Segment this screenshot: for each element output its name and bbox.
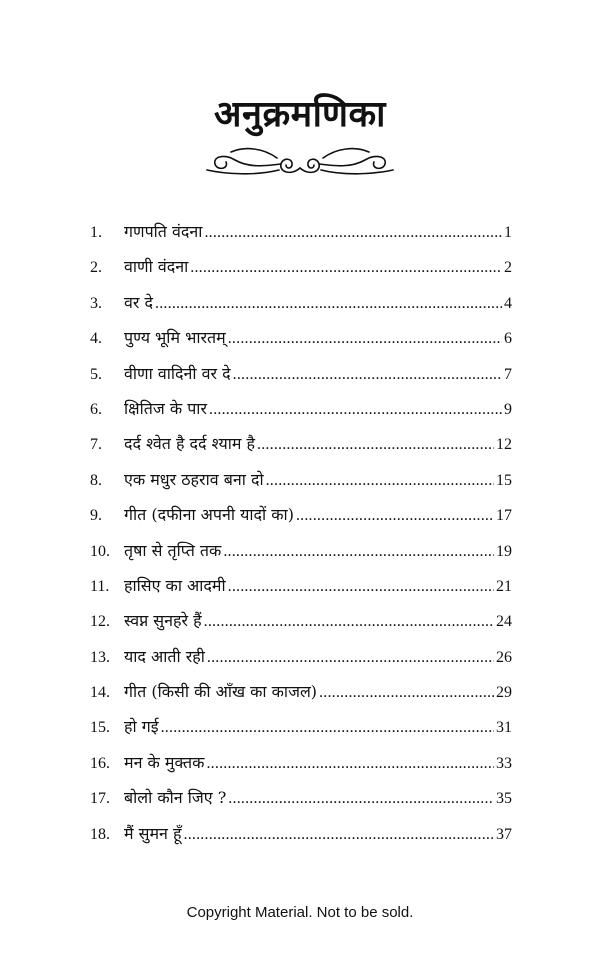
toc-entry-page-number: 2 [504, 259, 512, 277]
toc-entry-number: 6. [90, 400, 102, 418]
toc-entry-title: गीत (दफीना अपनी यादों का) [124, 505, 294, 525]
toc-entry [90, 568, 512, 603]
toc-entry-number: 16. [90, 754, 110, 772]
toc-entry [90, 709, 512, 744]
page-title: अनुक्रमणिका [214, 93, 386, 135]
decorative-flourish-icon [205, 140, 395, 180]
toc-entry-title: बोलो कौन जिए ? [124, 788, 227, 808]
toc-entry-title: मैं सुमन हूँ [124, 823, 182, 843]
toc-dot-leader [155, 286, 502, 321]
copyright-footer: Copyright Material. Not to be sold. [186, 904, 414, 921]
toc-entry-page-number: 33 [496, 754, 512, 772]
toc-dot-leader [296, 498, 494, 533]
toc-entry [90, 533, 512, 568]
toc-entry-page-number: 9 [504, 400, 512, 418]
toc-entry [90, 497, 512, 532]
toc-entry-page-number: 15 [496, 471, 512, 489]
toc-dot-leader [204, 215, 502, 250]
toc-entry [90, 674, 512, 709]
toc-dot-leader [204, 604, 494, 639]
toc-entry-title: वाणी वंदना [124, 257, 189, 277]
toc-entry-page-number: 17 [496, 507, 512, 525]
toc-entry-page-number: 26 [496, 648, 512, 666]
toc-entry-page-number: 31 [496, 719, 512, 737]
toc-entry-page-number: 1 [504, 224, 512, 241]
toc-entry-number: 11. [90, 577, 110, 595]
toc-entry [90, 285, 512, 320]
toc-entry [90, 780, 512, 815]
toc-dot-leader [190, 250, 502, 285]
toc-entry-number: 1. [90, 224, 102, 241]
toc-entry-title: मन के मुक्तक [124, 752, 205, 772]
toc-entry-page-number: 35 [496, 790, 512, 808]
toc-entry-number: 7. [90, 436, 102, 454]
toc-entry-title: हो गई [124, 717, 159, 737]
toc-dot-leader [206, 746, 494, 781]
toc-entry-number: 13. [90, 648, 110, 666]
toc-entry-page-number: 4 [504, 294, 512, 312]
toc-entry-title: वीणा वादिनी वर दे [124, 363, 231, 383]
toc-entry-page-number: 6 [504, 330, 512, 348]
toc-dot-leader [257, 427, 494, 462]
toc-entry [90, 745, 512, 780]
toc-entry-number: 3. [90, 294, 102, 312]
toc-entry-title: हासिए का आदमी [124, 575, 226, 595]
toc-entry-title: एक मधुर ठहराव बना दो [124, 469, 264, 489]
toc-dot-leader [233, 357, 502, 392]
toc-entry-number: 8. [90, 471, 102, 489]
toc-entry-title: गीत (किसी की आँख का काजल) [124, 682, 318, 702]
toc-dot-leader [228, 781, 494, 816]
toc-entry [90, 639, 512, 674]
toc-entry-number: 18. [90, 825, 110, 843]
toc-entry-number: 14. [90, 684, 110, 702]
toc-entry [90, 320, 512, 355]
toc-dot-leader [228, 569, 494, 604]
toc-entry-page-number: 29 [496, 684, 512, 702]
toc-entry-title: पुण्य भूमि भारतम् [124, 328, 226, 348]
toc-dot-leader [161, 710, 494, 745]
toc-entry-number: 2. [90, 259, 102, 277]
toc-entry-number: 9. [90, 507, 102, 525]
toc-entry-number: 12. [90, 613, 110, 631]
toc-dot-leader [223, 534, 494, 569]
toc-entry-page-number: 19 [496, 542, 512, 560]
toc-entry [90, 391, 512, 426]
toc-dot-leader [266, 463, 494, 498]
toc-dot-leader [209, 392, 502, 427]
toc-entry [90, 603, 512, 638]
toc-entry [90, 249, 512, 284]
toc-entry-page-number: 24 [496, 613, 512, 631]
toc-entry-number: 10. [90, 542, 110, 560]
toc-entry-title: याद आती रही [124, 646, 205, 666]
toc-entry-page-number: 12 [496, 436, 512, 454]
toc-entry-number: 17. [90, 790, 110, 808]
toc-entry [90, 462, 512, 497]
toc-dot-leader [184, 817, 495, 852]
toc-entry-title: क्षितिज के पार [124, 398, 207, 418]
toc-entry [90, 816, 512, 851]
toc-entry-title: वर दे [124, 292, 154, 312]
toc-entry-title: गणपति वंदना [124, 222, 203, 241]
toc-dot-leader [207, 640, 494, 675]
toc-entry [90, 426, 512, 461]
toc-entry-title: तृषा से तृप्ति तक [124, 540, 222, 560]
toc-entry-title: स्वप्न सुनहरे हैं [124, 611, 202, 631]
toc-entry-page-number: 37 [496, 825, 512, 843]
toc-entry [90, 356, 512, 391]
toc-entry-number: 4. [90, 330, 102, 348]
toc-entry-page-number: 21 [496, 577, 512, 595]
toc-dot-leader [319, 675, 494, 710]
toc-dot-leader [228, 321, 502, 356]
toc-entry-number: 5. [90, 365, 102, 383]
toc-entry-page-number: 7 [504, 365, 512, 383]
toc-entry [90, 214, 512, 249]
toc-entry-title: दर्द श्वेत है दर्द श्याम है [124, 434, 256, 454]
table-of-contents [90, 214, 512, 851]
toc-entry-number: 15. [90, 719, 110, 737]
